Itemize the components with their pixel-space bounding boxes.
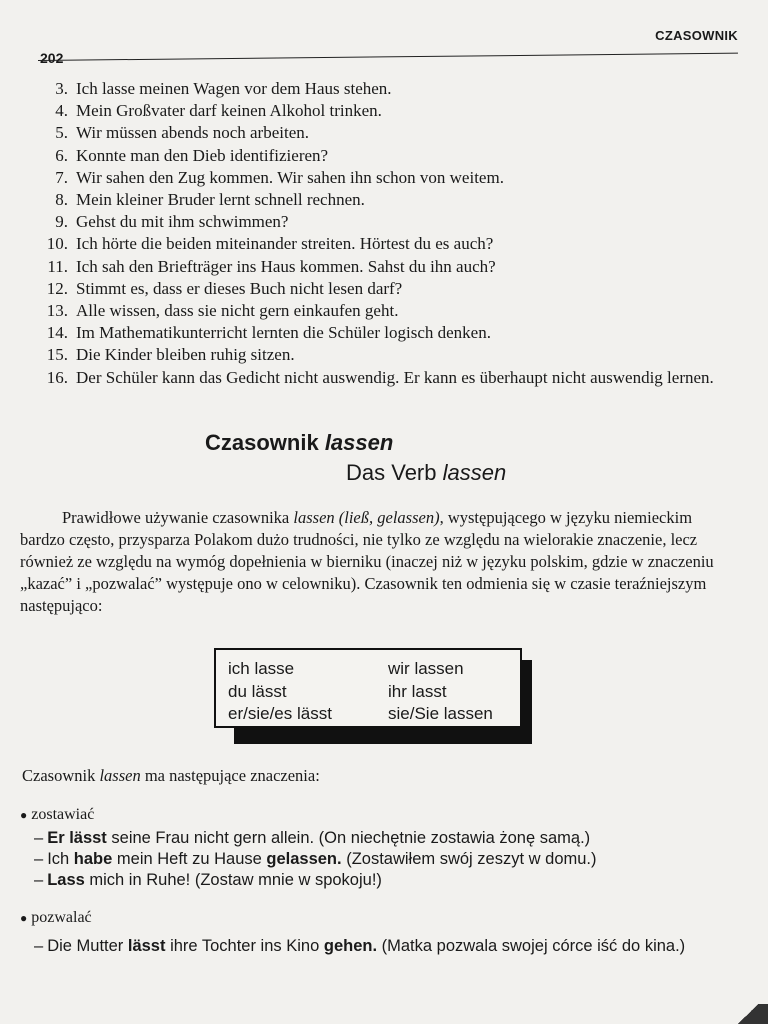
meanings-intro-suffix: ma następujące znaczenia: (140, 766, 320, 785)
exercise-sentence: Mein kleiner Bruder lernt schnell rechnen. (76, 190, 365, 210)
meaning-label-text: pozwalać (31, 909, 92, 926)
dash-icon: – (34, 937, 44, 955)
exercise-sentence: Die Kinder bleiben ruhig sitzen. (76, 345, 295, 365)
section-title-polish-verb: lassen (324, 430, 394, 455)
exercise-item (28, 344, 748, 366)
exercise-item (28, 122, 748, 144)
exercise-sentence: Stimmt es, dass er dieses Buch nicht lesen darf? (76, 278, 403, 298)
exercise-sentence: Der Schüler kann das Gedicht nicht auswendig. Er kann es überhaupt nicht auswendig lernen. (76, 367, 714, 387)
example-sentence (34, 870, 744, 891)
dash-icon: – (34, 829, 44, 847)
example-list (34, 828, 744, 891)
exercise-sentence: Ich sah den Briefträger ins Haus kommen. Sahst du ihn auch? (76, 256, 496, 276)
exercise-number: 16. (46, 367, 68, 387)
example-text: (Zostawiłem swój zeszyt w domu.) (341, 850, 597, 868)
section-title-german-prefix: Das Verb (346, 460, 443, 485)
exercise-number: 3. (55, 79, 68, 98)
example-list (34, 936, 744, 957)
exercise-number: 13. (46, 301, 68, 321)
example-sentence (34, 828, 744, 849)
section-title-polish (205, 430, 393, 456)
example-highlight: habe (73, 850, 113, 868)
exercise-sentence: Konnte man den Dieb identifizieren? (76, 145, 329, 165)
header-rule (38, 53, 738, 61)
intro-verb: lassen (293, 508, 335, 527)
conjugation-cell: ich lasse (228, 659, 295, 678)
example-highlight: gelassen. (266, 850, 342, 868)
intro-verb-forms: (ließ, gelassen) (334, 508, 440, 527)
exercise-sentence: Alle wissen, dass sie nicht gern einkaufen geht. (76, 301, 399, 321)
bullet-icon: ● (20, 911, 28, 925)
example-text: Ich (47, 850, 74, 868)
exercise-number: 14. (46, 323, 68, 343)
meanings-intro (22, 766, 320, 786)
exercise-sentence: Im Mathematikunterricht lernten die Schüler logisch denken. (76, 323, 491, 343)
exercise-number: 7. (55, 167, 68, 187)
exercise-item (28, 145, 748, 167)
exercise-sentence: Ich hörte die beiden miteinander streiten. Hörtest du es auch? (76, 234, 494, 254)
example-highlight: gehen. (323, 937, 378, 955)
exercise-item (28, 211, 748, 233)
exercise-item (28, 167, 748, 189)
exercise-number: 10. (46, 234, 68, 254)
exercise-sentence: Wir müssen abends noch arbeiten. (76, 123, 309, 143)
exercise-sentence: Mein Großvater darf keinen Alkohol trinken. (76, 101, 382, 121)
exercise-number: 5. (55, 123, 68, 143)
exercise-sentence: Wir sahen den Zug kommen. Wir sahen ihn schon von weitem. (76, 167, 504, 187)
exercise-number: 12. (46, 278, 68, 298)
conjugation-cell: er/sie/es lässt (228, 704, 332, 724)
meanings-intro-prefix: Czasownik (22, 766, 100, 785)
exercise-item (28, 278, 748, 300)
example-text: seine Frau nicht gern allein. (On niechętnie zostawia żonę samą.) (106, 829, 591, 847)
example-text: (Matka pozwala swojej córce iść do kina.) (377, 937, 686, 955)
conjugation-cell: wir lassen (388, 659, 464, 678)
intro-paragraph (20, 507, 720, 617)
example-sentence (34, 849, 744, 870)
bullet-icon: ● (20, 808, 28, 822)
exercise-item (28, 189, 748, 211)
dash-icon: – (34, 850, 44, 868)
exercise-item (28, 256, 748, 278)
exercise-number: 15. (46, 345, 68, 365)
exercise-number: 11. (47, 256, 68, 276)
section-title-german-verb: lassen (442, 460, 507, 485)
exercise-item (28, 233, 748, 255)
example-text: ihre Tochter ins Kino (165, 937, 324, 955)
exercise-item (28, 100, 748, 122)
intro-text-rest: , występującego w języku niemieckim bardzo często, przysparza Polakom dużo trudności, nie tylko ze względu na wielorakie znaczenie, lecz również ze względu na wymóg dopełnienia w bierniku (inaczej niż w języku polskim, gdzie w znaczeniu „kazać” i „pozwalać” występuje ono w celowniku). Czasownik ten odmienia się w czasie teraźniejszym następująco: (20, 508, 714, 615)
exercise-number: 4. (55, 101, 68, 121)
example-text: mich in Ruhe! (Zostaw mnie w spokoju!) (84, 871, 382, 889)
running-head: CZASOWNIK (655, 28, 738, 43)
conjugation-cell: du lässt (228, 681, 287, 701)
exercise-item (28, 78, 748, 100)
section-title-german (346, 460, 506, 486)
conjugation-cell: ihr lasst (388, 681, 447, 701)
exercise-item (28, 300, 748, 322)
exercise-item (28, 322, 748, 344)
meaning-label (20, 909, 92, 927)
exercise-number: 8. (55, 190, 68, 210)
meaning-label (20, 806, 94, 824)
meaning-label-text: zostawiać (31, 806, 95, 823)
page-corner (728, 1004, 768, 1024)
exercise-sentence: Gehst du mit ihm schwimmen? (76, 212, 289, 232)
exercise-sentence: Ich lasse meinen Wagen vor dem Haus stehen. (76, 79, 392, 98)
example-highlight: Er lässt (47, 829, 107, 847)
exercise-list (28, 78, 748, 389)
intro-text-start: Prawidłowe używanie czasownika (62, 508, 294, 527)
example-sentence (34, 936, 744, 957)
meanings-intro-verb: lassen (99, 766, 141, 785)
exercise-number: 6. (55, 145, 68, 165)
conjugation-table (214, 648, 522, 728)
dash-icon: – (34, 871, 44, 889)
conjugation-cell: sie/Sie lassen (388, 704, 493, 724)
example-highlight: Lass (47, 871, 85, 889)
exercise-item (28, 367, 748, 389)
page-number: 202 (40, 50, 64, 66)
example-text: mein Heft zu Hause (112, 850, 267, 868)
exercise-number: 9. (55, 212, 68, 232)
section-title-polish-prefix: Czasownik (205, 430, 325, 455)
example-text: Die Mutter (47, 937, 128, 955)
example-highlight: lässt (127, 937, 166, 955)
